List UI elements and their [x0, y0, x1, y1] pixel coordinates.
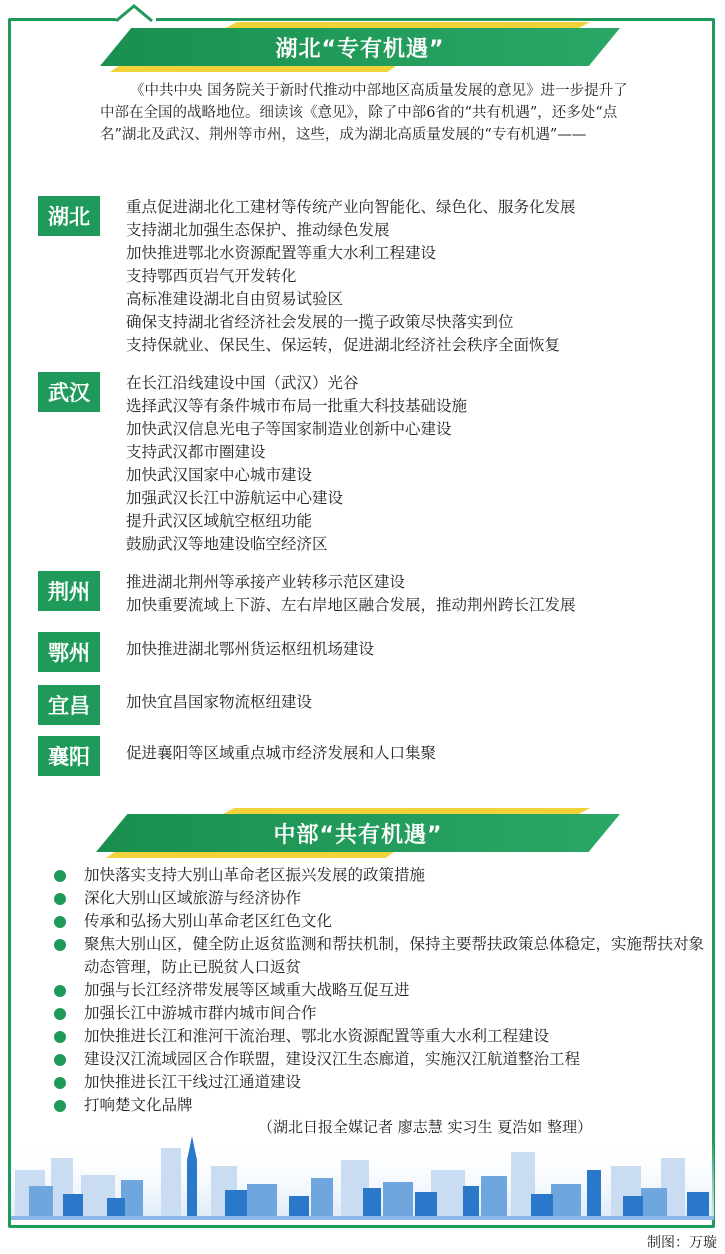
section-tag: 宜昌 — [38, 685, 100, 725]
bullet-dot-icon — [54, 1031, 66, 1043]
list-item: 支持湖北加强生态保护、推动绿色发展 — [126, 221, 390, 239]
list-item: 加快武汉国家中心城市建设 — [126, 466, 313, 484]
list-item: 加快落实支持大别山革命老区振兴发展的政策措施 — [50, 864, 710, 887]
list-item: 推进湖北荆州等承接产业转移示范区建设 — [126, 573, 406, 591]
list-item: 打响楚文化品牌 — [50, 1094, 710, 1117]
list-item: 支持武汉都市圈建设 — [126, 443, 266, 461]
bullet-dot-icon — [54, 985, 66, 997]
banner-title: 中部“共有机遇” — [273, 822, 443, 848]
list-item: 确保支持湖北省经济社会发展的一揽子政策尽快落实到位 — [126, 313, 514, 331]
bullet-dot-icon — [54, 916, 66, 928]
list-item: 高标准建设湖北自由贸易试验区 — [126, 290, 344, 308]
graphic-credit: 制图：万璇 — [647, 1235, 717, 1251]
section-tag: 荆州 — [38, 571, 100, 611]
bullet-dot-icon — [54, 1054, 66, 1066]
list-item: 促进襄阳等区域重点城市经济发展和人口集聚 — [126, 744, 437, 762]
banner-title: 湖北“专有机遇” — [275, 36, 445, 62]
list-item: 深化大别山区域旅游与经济协作 — [50, 887, 710, 910]
frame-notch — [110, 4, 160, 28]
list-item: 加快重要流域上下游、左右岸地区融合发展，推动荆州跨长江发展 — [126, 596, 576, 614]
list-item: 加强武汉长江中游航运中心建设 — [126, 489, 344, 507]
list-item: 加快推进湖北鄂州货运枢纽机场建设 — [126, 640, 375, 658]
list-item: 鼓励武汉等地建设临空经济区 — [126, 535, 328, 553]
list-item: 加快武汉信息光电子等国家制造业创新中心建设 — [126, 420, 452, 438]
list-item: 提升武汉区域航空枢纽功能 — [126, 512, 313, 530]
intro-paragraph: 《中共中央 国务院关于新时代推动中部地区高质量发展的意见》进一步提升了中部在全国的战略地位。细读该《意见》，除了中部6省的“共有机遇”，还多处“点名”湖北及武汉、荆州等市州，这些，成为湖北高质量发展的“专有机遇”—— — [100, 83, 628, 143]
list-item: 支持保就业、保民生、保运转，促进湖北经济社会秩序全面恢复 — [126, 336, 561, 354]
list-item: 加快推进长江干线过江通道建设 — [50, 1071, 710, 1094]
bullet-dot-icon — [54, 893, 66, 905]
section-tag: 鄂州 — [38, 632, 100, 672]
list-item: 加强长江中游城市群内城市间合作 — [50, 1002, 710, 1025]
reporter-credit: （湖北日报全媒记者 廖志慧 实习生 夏浩如 整理） — [258, 1118, 593, 1136]
section-tag: 湖北 — [38, 196, 100, 236]
list-item: 加快推进鄂北水资源配置等重大水利工程建设 — [126, 244, 437, 262]
list-item: 加快推进长江和淮河干流治理、鄂北水资源配置等重大水利工程建设 — [50, 1025, 710, 1048]
title-banner-hubei — [100, 28, 620, 66]
bullet-dot-icon — [54, 1077, 66, 1089]
list-item: 选择武汉等有条件城市布局一批重大科技基础设施 — [126, 397, 468, 415]
list-item: 聚焦大别山区，健全防止返贫监测和帮扶机制，保持主要帮扶政策总体稳定，实施帮扶对象动态管理，防止已脱贫人口返贫 — [50, 933, 710, 979]
list-item: 建设汉江流域园区合作联盟，建设汉江生态廊道，实施汉江航道整治工程 — [50, 1048, 710, 1071]
section-tag: 武汉 — [38, 372, 100, 412]
list-item: 加快宜昌国家物流枢纽建设 — [126, 693, 313, 711]
section-tag: 襄阳 — [38, 736, 100, 776]
bullet-dot-icon — [54, 939, 66, 951]
bullet-dot-icon — [54, 870, 66, 882]
bullet-dot-icon — [54, 1008, 66, 1020]
list-item: 加强与长江经济带发展等区域重大战略互促互进 — [50, 979, 710, 1002]
shared-opportunities-list — [50, 864, 710, 1117]
list-item: 在长江沿线建设中国（武汉）光谷 — [126, 374, 359, 392]
list-item: 传承和弘扬大别山革命老区红色文化 — [50, 910, 710, 933]
list-item: 重点促进湖北化工建材等传统产业向智能化、绿色化、服务化发展 — [126, 198, 576, 216]
list-item: 支持鄂西页岩气开发转化 — [126, 267, 297, 285]
title-banner-central — [96, 814, 620, 852]
